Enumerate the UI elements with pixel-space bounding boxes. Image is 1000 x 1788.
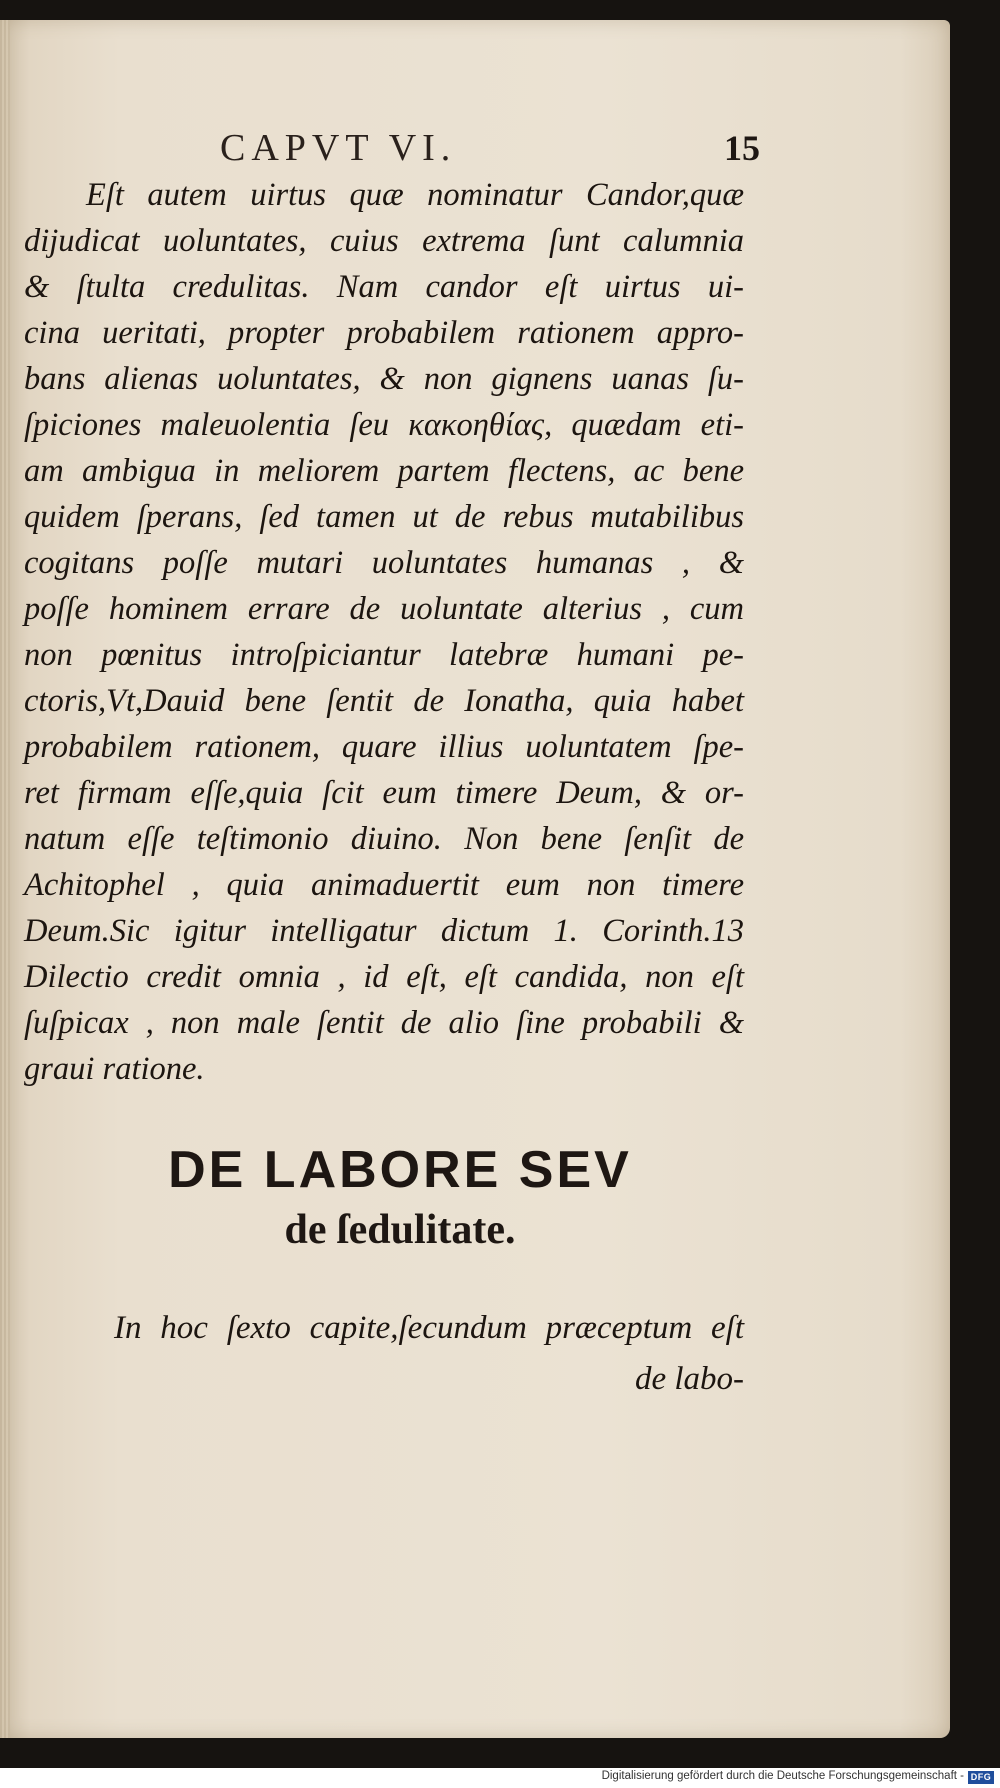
catchword: de labo- [634,1361,744,1397]
text-line: bans alienas uoluntates, & non gignens uanas ſu- [24,361,744,397]
text-line: ret firmam eſſe,quia ſcit eum timere Deum, & or- [24,775,744,811]
text-line: graui ratione. [24,1051,205,1087]
text-line: am ambigua in meliorem partem flectens, ac bene [24,453,744,489]
text-line: cogitans poſſe mutari uoluntates humanas , & [24,545,744,581]
body-text [24,172,744,1092]
text-line: & ſtulta credulitas. Nam candor eſt uirtus ui- [24,269,744,305]
text-line: probabilem rationem, quare illius uoluntatem ſpe- [24,729,744,765]
running-title: CAPVT VI. [220,127,457,169]
text-line: Deum.Sic igitur intelligatur dictum 1. Corinth.13 [24,913,744,949]
text-line: Dilectio credit omnia , id eſt, eſt candida, non eſt [24,959,744,995]
section-subheading: de ſedulitate. [284,1207,516,1253]
text-line: dijudicat uoluntates, cuius extrema ſunt calumnia [24,223,744,259]
text-line: cina ueritati, propter probabilem rationem appro- [24,315,744,351]
text-line: non pœnitus introſpiciantur latebræ humani pe- [24,637,744,673]
text-line: ctoris,Vt,Dauid bene ſentit de Ionatha, quia habet [24,683,744,719]
running-head [220,126,760,176]
section-intro-line: In hoc ſexto capite,ſecundum præceptum eſt [114,1310,744,1346]
text-line: poſſe hominem errare de uoluntate alterius , cum [24,591,744,627]
text-line: ſpiciones maleuolentia ſeu κακοηθίας, quædam eti- [24,407,744,443]
section-heading: DE LABORE SEV [168,1141,632,1199]
footer-credit: Digitalisierung gefördert durch die Deutsche Forschungsgemeinschaft - [601,1770,964,1782]
text-line: Eſt autem uirtus quæ nominatur Candor,quæ [86,177,744,213]
page-number: 15 [724,128,760,168]
text-line: ſuſpicax , non male ſentit de alio ſine probabili & [24,1005,744,1041]
text-line: Achitophel , quia animaduertit eum non timere [24,867,744,903]
text-line: natum eſſe teſtimonio diuino. Non bene ſenſit de [24,821,744,857]
page-edge [0,20,10,1738]
text-line: quidem ſperans, ſed tamen ut de rebus mutabilibus [24,499,744,535]
dfg-logo: DFG [968,1771,994,1784]
